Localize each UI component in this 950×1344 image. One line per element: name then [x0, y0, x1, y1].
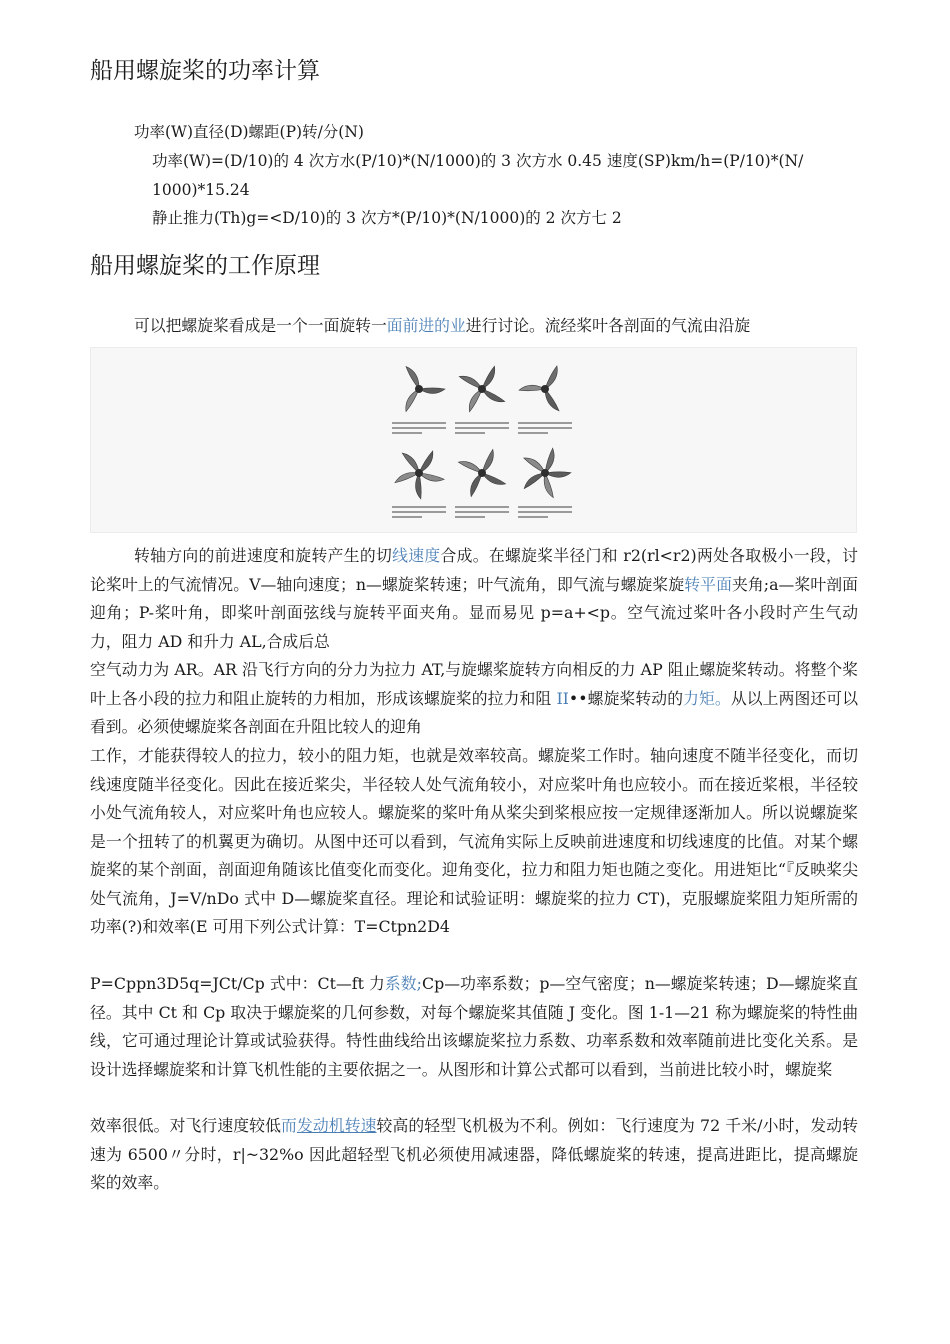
caption-line: [518, 506, 572, 508]
propeller-icon: [452, 360, 512, 418]
caption-line: [518, 432, 548, 434]
propeller-photos-grid: [389, 360, 575, 524]
caption-line: [455, 511, 509, 513]
paragraph-5: [90, 1112, 858, 1198]
caption-line: [455, 432, 485, 434]
caption-line: [455, 427, 509, 429]
formula-power-line1: 功率(W)=(D/10)的 4 次方水(P/10)*(N/1000)的 3 次方水 0.45 速度(SP)km/h=(P/10)*(N/: [152, 152, 804, 170]
caption-line: [518, 427, 572, 429]
propeller-figure: [90, 347, 857, 533]
p5-link-and[interactable]: 而: [281, 1116, 297, 1135]
propeller-photo: [515, 360, 575, 440]
section-title-principle: 船用螺旋桨的工作原理: [90, 253, 320, 279]
section-title-power: 船用螺旋桨的功率计算: [90, 58, 320, 84]
p2-text-b: ••螺旋桨转动的: [568, 688, 684, 708]
caption-line: [392, 516, 422, 518]
p4-text-a: P=Cppn3D5q=JCt/Cp 式中：Ct—ft 力: [90, 974, 385, 993]
formula-power-line2: 1000)*15.24: [152, 181, 250, 199]
caption-line: [455, 516, 485, 518]
p1-text-c: 夹角;a—桨叶剖面迎角；P-桨叶角，即桨叶剖面弦线与旋转平面夹角。显而易见 p=a+<p。空气流过桨叶各小段时产生气动力，阻力 AD 和升力 AL,合成后总: [90, 574, 858, 651]
caption-line: [518, 422, 572, 424]
p1-link-line-speed[interactable]: 线速度: [392, 546, 441, 565]
propeller-photo: [389, 444, 449, 524]
p1-text-a: 转轴方向的前进速度和旋转产生的切: [134, 546, 393, 565]
p1-text-b: 合成。在螺旋桨半径门和 r2(rl<r2)两处各取极小一段，讨论桨叶上的气流情况。V—轴向速度；n—螺旋桨转速；叶气流角，即气流与螺旋桨旋: [90, 546, 858, 594]
propeller-icon: [452, 444, 512, 502]
intro-text-a: 可以把螺旋桨看成是一个一面旋转一: [134, 316, 387, 335]
caption-line: [392, 432, 422, 434]
caption-line: [518, 516, 548, 518]
propeller-icon: [515, 360, 575, 418]
p5-link-engine-speed[interactable]: 发动机转速: [296, 1116, 377, 1135]
caption-line: [392, 427, 446, 429]
p2-text-c: 从以上两图还可以看到。必须使螺旋桨各剖面在升阻比较人的迎角: [90, 688, 858, 736]
propeller-icon: [515, 444, 575, 502]
caption-line: [392, 511, 446, 513]
p1-link-rotation-plane[interactable]: 转平面: [684, 574, 732, 594]
caption-line: [455, 422, 509, 424]
p2-link-torque[interactable]: 力矩。: [683, 688, 731, 708]
p5-text-b: 较高的轻型飞机极为不利。例如：飞行速度为 72 千米/小时，发动转速为 6500〃分时，r|~32%o 因此超轻型飞机必须使用减速器，降低螺旋桨的转速，提高进距比，提高螺旋桨的效率。: [90, 1116, 858, 1192]
p5-text-a: 效率很低。对飞行速度较低: [90, 1116, 282, 1135]
caption-line: [518, 511, 572, 513]
propeller-photo: [452, 444, 512, 524]
paragraph-3: 工作，才能获得较人的拉力，较小的阻力矩，也就是效率较高。螺旋桨工作时。轴向速度不随半径变化，而切线速度随半径变化。因此在接近桨尖，半径较人处气流角较小，对应桨叶角也应较小。而在接近桨根，半径较小处气流角较人，对应桨叶角也应较人。螺旋桨的桨叶角从桨尖到桨根应按一定规律逐渐加人。所以说螺旋桨是一个扭转了的机翼更为确切。从图中还可以看到，气流角实际上反映前进速度和切线速度的比值。对某个螺旋桨的某个剖面，剖面迎角随该比值变化而变化。迎角变化，拉力和阻力矩也随之变化。用进矩比“『反映桨尖处气流角，J=V/nDo 式中 D—螺旋桨直径。理论和试验证明：螺旋桨的拉力 CT)，克服螺旋桨阻力矩所需的功率(?)和效率(E 可用下列公式计算：T=Ctpn2D4: [90, 746, 858, 936]
intro-link[interactable]: 面前进的业: [386, 316, 466, 335]
p2-text-a: 空气动力为 AR。AR 沿飞行方向的分力为拉力 AT,与旋螺桨旋转方向相反的力 AP 阻止螺旋桨转动。将整个桨叶上各小段的拉力和阻止旋转的力相加，形成该螺旋桨的拉力和阻: [90, 660, 858, 708]
propeller-photo: [515, 444, 575, 524]
formula-thrust: 静止推力(Th)g=<D/10)的 3 次方*(P/10)*(N/1000)的 2 次方七 2: [152, 209, 622, 227]
intro-text-b: 进行讨论。流经桨叶各剖面的气流由沿旋: [465, 316, 751, 335]
formula-variables: 功率(W)直径(D)螺距(P)转/分(N): [134, 123, 364, 141]
propeller-icon: [389, 360, 449, 418]
p2-link-ii[interactable]: II: [556, 688, 569, 708]
formula-power: [152, 147, 852, 205]
caption-line: [392, 422, 446, 424]
propeller-photo: [452, 360, 512, 440]
paragraph-2: [90, 656, 858, 742]
propeller-icon: [389, 444, 449, 502]
p4-link-coefficient[interactable]: 系数;: [384, 974, 423, 993]
intro-paragraph: [90, 312, 858, 341]
caption-line: [455, 506, 509, 508]
paragraph-4: [90, 970, 858, 1084]
propeller-photo: [389, 360, 449, 440]
paragraph-1: [90, 542, 858, 656]
p4-text-b: Cp—功率系数；p—空气密度；n—螺旋桨转速；D—螺旋桨直径。其中 Ct 和 Cp 取决于螺旋桨的几何参数，对每个螺旋桨其值随 J 变化。图 1-1—21 称为螺旋桨的特性曲线，它可通过理论计算或试验获得。特性曲线给出该螺旋桨拉力系数、功率系数和效率随前进比变化关系。是设计选择螺旋桨和计算飞机性能的主要依据之一。从图形和计算公式都可以看到，当前进比较小时，螺旋桨: [90, 974, 858, 1079]
caption-line: [392, 506, 446, 508]
